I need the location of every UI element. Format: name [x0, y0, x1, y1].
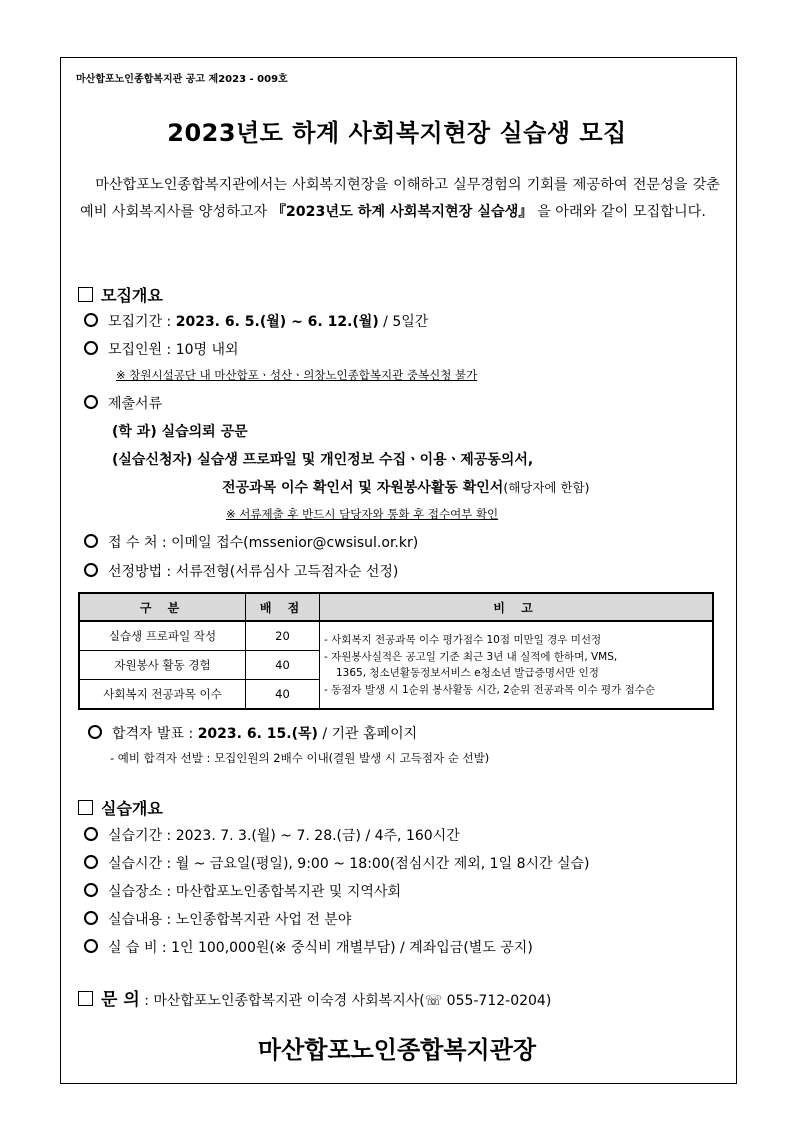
docs-applicant-line2: 전공과목 이수 확인서 및 자원봉사활동 확인서(해당자에 한함)	[222, 480, 590, 496]
notice-number: 마산합포노인종합복지관 공고 제2023 - 009호	[76, 74, 288, 85]
intro-paragraph	[80, 172, 720, 226]
circle-bullet-icon	[84, 395, 98, 409]
circle-bullet-icon	[84, 313, 98, 327]
circle-bullet-icon	[84, 883, 98, 897]
table-row: 자원봉사 활동 경험 40	[79, 651, 713, 680]
page-title: 2023년도 하계 사회복지현장 실습생 모집	[167, 119, 627, 147]
announce-note: - 예비 합격자 선발 : 모집인원의 2배수 이내(결원 발생 시 고득점자 순 선발)	[110, 751, 490, 765]
circle-bullet-icon	[84, 827, 98, 841]
circle-bullet-icon	[84, 563, 98, 577]
practice-item: 실 습 비 : 1인 100,000원(※ 중식비 개별부담) / 계좌입금(별도 공지)	[84, 937, 533, 957]
selection-method: 선정방법 : 서류전형(서류심사 고득점자순 선정)	[84, 561, 398, 581]
table-row: 사회복지 전공과목 이수 40	[79, 680, 713, 710]
receipt: 접 수 처 : 이메일 접수(mssenior@cwsisul.or.kr)	[84, 532, 418, 552]
practice-item: 실습기간 : 2023. 7. 3.(월) ~ 7. 28.(금) / 4주, 160시간	[84, 825, 460, 845]
practice-item: 실습시간 : 월 ~ 금요일(평일), 9:00 ~ 18:00(점심시간 제외, 1일 8시간 실습)	[84, 853, 589, 873]
practice-item: 실습장소 : 마산합포노인종합복지관 및 지역사회	[84, 881, 401, 901]
section-practice-heading: 실습개요	[78, 796, 163, 819]
docs-heading: 제출서류	[84, 393, 162, 413]
docs-note: ※ 서류제출 후 반드시 담당자와 통화 후 접수여부 확인	[226, 507, 499, 521]
table-remarks: - 사회복지 전공과목 이수 평가점수 10점 미만일 경우 미선정 - 자원봉사실적은 공고일 기준 최근 3년 내 실적에 한하며, VMS, 1365, 청소년활동정보서비스 e청소년 발급증명서만 인정 - 동점자 발생 시 1순위 봉사활동 시간, 2순위 전공과목 이수 평가 점수순	[320, 621, 714, 709]
checkbox-square-icon	[78, 800, 93, 815]
section-recruit-heading: 모집개요	[78, 283, 163, 306]
circle-bullet-icon	[84, 534, 98, 548]
practice-item: 실습내용 : 노인종합복지관 사업 전 분야	[84, 909, 351, 929]
announce: 합격자 발표 : 2023. 6. 15.(목) / 기관 홈페이지	[88, 723, 417, 743]
table-header-score: 배 점	[246, 593, 320, 621]
recruit-period: 모집기간 : 2023. 6. 5.(월) ~ 6. 12.(월) / 5일간	[84, 311, 428, 331]
docs-applicant: (실습신청자) 실습생 프로파일 및 개인정보 수집ㆍ이용ㆍ제공동의서,	[112, 452, 534, 468]
docs-school: (학 과) 실습의뢰 공문	[112, 424, 248, 440]
table-row: 실습생 프로파일 작성 20 - 사회복지 전공과목 이수 평가점수 10점 미만일 경우 미선정 - 자원봉사실적은 공고일 기준 최근 3년 내 실적에 한하며, VMS, 1365, 청소년활동정보서비스 e청소년 발급증명서만 인정 - 동점자 발생 시 1순위 봉사활동 시간, 2순위 전공과목 이수 평가 점수순	[79, 621, 713, 651]
signature: 마산합포노인종합복지관장	[257, 1036, 537, 1064]
checkbox-square-icon	[78, 991, 93, 1006]
scoring-table	[78, 592, 714, 710]
table-header-remarks: 비 고	[320, 593, 714, 621]
intro-highlight: 『2023년도 하계 사회복지현장 실습생』	[271, 204, 533, 220]
checkbox-square-icon	[78, 287, 93, 302]
circle-bullet-icon	[88, 725, 102, 739]
contact: 문 의 : 마산합포노인종합복지관 이숙경 사회복지사(☏ 055-712-0204)	[78, 985, 551, 1010]
recruit-count: 모집인원 : 10명 내외	[84, 339, 239, 359]
duplicate-note: ※ 창원시설공단 내 마산합포ㆍ성산ㆍ의창노인종합복지관 중복신청 불가	[116, 368, 478, 382]
intro-text-1: 마산합포노인종합복지관에서는 사회복지현장을 이해하고 실무경험의 기회를 제공하여 전문성을 갖춘 예비 사회복지사를 양성하고자	[80, 177, 720, 220]
table-header-category: 구 분	[79, 593, 246, 621]
circle-bullet-icon	[84, 939, 98, 953]
circle-bullet-icon	[84, 855, 98, 869]
circle-bullet-icon	[84, 911, 98, 925]
circle-bullet-icon	[84, 341, 98, 355]
intro-text-2: 을 아래와 같이 모집합니다.	[537, 204, 706, 220]
